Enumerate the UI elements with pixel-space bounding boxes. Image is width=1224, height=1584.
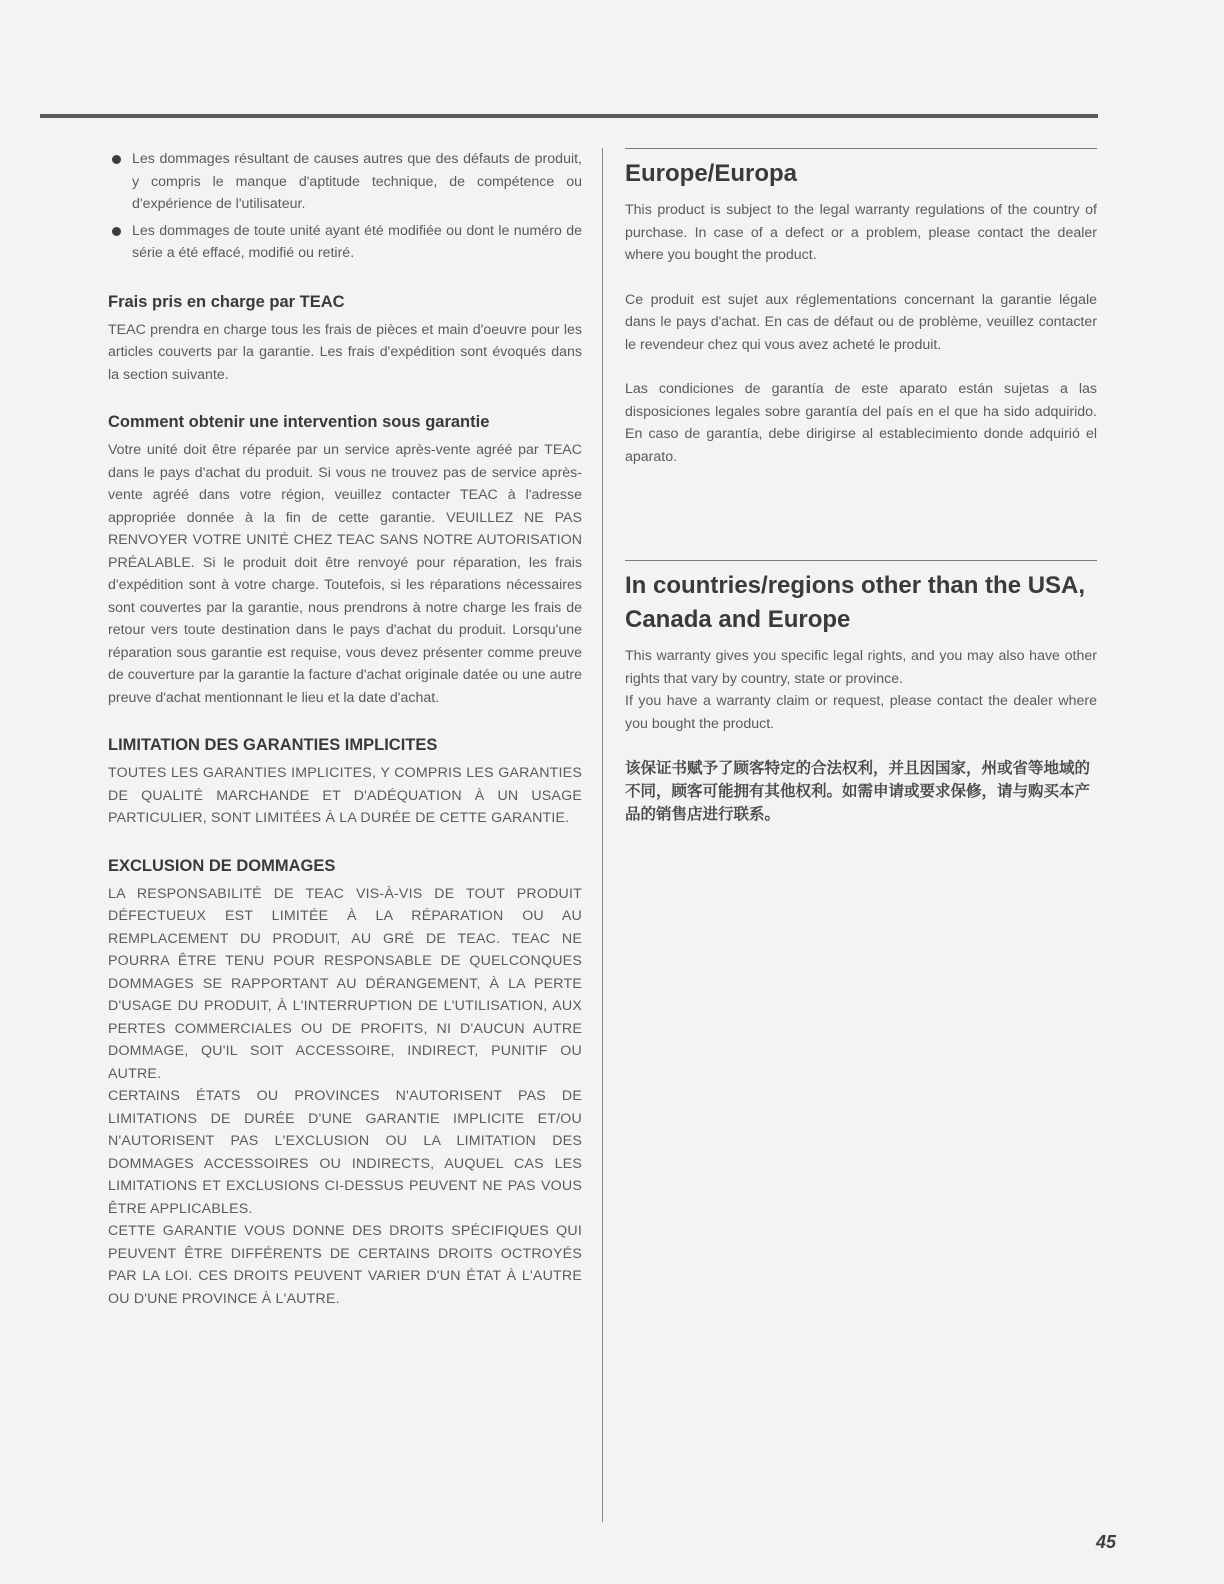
- page-number: 45: [1095, 1532, 1116, 1552]
- section-heading: Frais pris en charge par TEAC: [108, 292, 345, 311]
- section-intervention: [108, 411, 582, 709]
- section-heading: EXCLUSION DE DOMMAGES: [108, 856, 336, 875]
- section-frais: [108, 291, 582, 387]
- bullet-list: [108, 148, 582, 265]
- section-body: CETTE GARANTIE VOUS DONNE DES DROITS SPÉCIFIQUES QUI PEUVENT ÊTRE DIFFÉRENTS DE CERTAINS DROITS OCTROYÉS PAR LA LOI. CES DROITS PEUVENT VARIER D'UN ÉTAT À L'AUTRE OU D'UNE PROVINCE À L'AUTRE.: [108, 1223, 582, 1307]
- paragraph-cn: 该保证书赋予了顾客特定的合法权利，并且因国家，州或省等地域的不同，顾客可能拥有其他权利。如需申请或要求保修，请与购买本产品的销售店进行联系。: [625, 760, 1091, 823]
- section-title: Europe/Europa: [625, 160, 798, 187]
- section-body: CERTAINS ÉTATS OU PROVINCES N'AUTORISENT PAS DE LIMITATIONS DE DURÉE D'UNE GARANTIE IMPLICITE ET/OU N'AUTORISENT PAS L'EXCLUSION OU LA LIMITATION DES DOMMAGES ACCESSOIRES OU INDIRECTS, AUQUEL CAS LES LIMITATIONS ET EXCLUSIONS CI-DESSUS PEUVENT NE PAS VOUS ÊTRE APPLICABLES.: [108, 1088, 582, 1217]
- section-europe: [625, 148, 1097, 468]
- section-body: Votre unité doit être réparée par un service après-vente agréé par TEAC dans le pays d'achat du produit. Si vous ne trouvez pas de service après-vente agréé dans votre région, veuillez contacter TEAC à l'adresse appropriée donnée à la fin de cette garantie. VEUILLEZ NE PAS RENVOYER VOTRE UNITÉ CHEZ TEAC SANS NOTRE AUTORISATION PRÉALABLE. Si le produit doit être renvoyé pour réparation, les frais d'expédition sont à votre charge. Toutefois, si les réparations nécessaires sont couvertes par la garantie, nous prendrons à notre charge les frais de retour vers toute destination dans le pays d'achat du produit. Lorsqu'une réparation sous garantie est requise, vous devez présenter comme preuve de couverture par la garantie la facture d'achat originale datée ou une autre preuve d'achat mentionnant le lieu et la date d'achat.: [108, 442, 582, 706]
- left-column: [108, 148, 582, 1310]
- bullet-item: Les dommages résultant de causes autres que des défauts de produit, y compris le manque d'aptitude technique, de compétence ou d'expérience de l'utilisateur.: [108, 148, 582, 216]
- paragraph-es: Las condiciones de garantía de este aparato están sujetas a las disposiciones legales sobre garantía del país en el que ha sido adquirido. En caso de garantía, debe dirigirse al establecimiento donde adquirió el aparato.: [625, 381, 1097, 465]
- section-heading: LIMITATION DES GARANTIES IMPLICITES: [108, 736, 438, 754]
- paragraph-en: This warranty gives you specific legal rights, and you may also have other rights that vary by country, state or province.: [625, 648, 1097, 687]
- paragraph-fr: Ce produit est sujet aux réglementations concernant la garantie légale dans le pays d'achat. En cas de défaut ou de problème, veuillez contacter le revendeur chez qui vous avez acheté le produit.: [625, 291, 1097, 353]
- column-divider: [602, 148, 603, 1522]
- section-heading: Comment obtenir une intervention sous garantie: [108, 413, 490, 431]
- section-other-countries: [625, 560, 1097, 826]
- section-body: TOUTES LES GARANTIES IMPLICITES, Y COMPRIS LES GARANTIES DE QUALITÉ MARCHANDE ET D'ADÉQUATION À UN USAGE PARTICULIER, SONT LIMITÉES À LA DURÉE DE CETTE GARANTIE.: [108, 765, 582, 826]
- top-rule: [40, 114, 1098, 118]
- paragraph-en: If you have a warranty claim or request, please contact the dealer where you bought the product.: [625, 693, 1097, 732]
- right-column: [625, 148, 1097, 826]
- section-title: In countries/regions other than the USA, Canada and Europe: [625, 572, 1086, 633]
- section-exclusion: [108, 855, 582, 1311]
- bullet-item: Les dommages de toute unité ayant été modifiée ou dont le numéro de série a été effacé, modifié ou retiré.: [108, 220, 582, 265]
- section-limitation: [108, 734, 582, 830]
- section-body: TEAC prendra en charge tous les frais de pièces et main d'oeuvre pour les articles couverts par la garantie. Les frais d'expédition sont évoqués dans la section suivante.: [108, 321, 582, 383]
- paragraph-en: This product is subject to the legal warranty regulations of the country of purchase. In case of a defect or a problem, please contact the dealer where you bought the product.: [625, 202, 1097, 263]
- section-body: LA RESPONSABILITÉ DE TEAC VIS-À-VIS DE TOUT PRODUIT DÉFECTUEUX EST LIMITÉE À LA RÉPARATION OU AU REMPLACEMENT DU PRODUIT, AU GRÉ DE TEAC. TEAC NE POURRA ÊTRE TENU POUR RESPONSABLE DE QUELCONQUES DOMMAGES SE RAPPORTANT AU DÉRANGEMENT, À LA PERTE D'USAGE DU PRODUIT, À L'INTERRUPTION DE L'UTILISATION, AUX PERTES COMMERCIALES OU DE PROFITS, NI D'AUCUN AUTRE DOMMAGE, QU'IL SOIT ACCESSOIRE, INDIRECT, PUNITIF OU AUTRE.: [108, 885, 582, 1082]
